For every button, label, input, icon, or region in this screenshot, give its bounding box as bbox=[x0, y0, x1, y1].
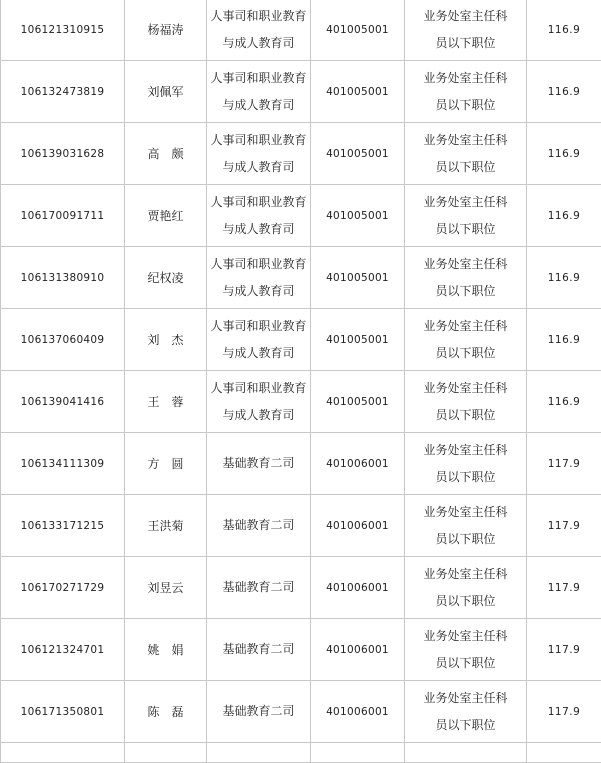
position-line: 业务处室主任科 bbox=[405, 127, 526, 154]
table-row bbox=[1, 309, 601, 371]
position-code-cell: 401005001 bbox=[311, 247, 405, 309]
department-line: 与成人教育司 bbox=[207, 216, 310, 243]
department-line: 基础教育二司 bbox=[207, 574, 310, 601]
position-line: 业务处室主任科 bbox=[405, 685, 526, 712]
position-line: 员以下职位 bbox=[405, 650, 526, 677]
empty-cell bbox=[207, 743, 311, 763]
candidate-name-cell: 纪权凌 bbox=[125, 247, 207, 309]
department-line: 人事司和职业教育 bbox=[207, 313, 310, 340]
position-line: 员以下职位 bbox=[405, 340, 526, 367]
candidate-id-cell: 106121310915 bbox=[1, 0, 125, 61]
department-line: 人事司和职业教育 bbox=[207, 3, 310, 30]
score-cell: 116.9 bbox=[527, 247, 601, 309]
position-code-cell: 401006001 bbox=[311, 681, 405, 743]
position-line: 员以下职位 bbox=[405, 92, 526, 119]
candidate-id-cell: 106137060409 bbox=[1, 309, 125, 371]
table-row bbox=[1, 185, 601, 247]
table-row bbox=[1, 557, 601, 619]
score-cell: 117.9 bbox=[527, 433, 601, 495]
position-line: 员以下职位 bbox=[405, 154, 526, 181]
department-line: 基础教育二司 bbox=[207, 636, 310, 663]
department-line: 与成人教育司 bbox=[207, 92, 310, 119]
position-line: 员以下职位 bbox=[405, 588, 526, 615]
position-name-cell bbox=[405, 557, 527, 619]
candidate-name-cell: 刘佩军 bbox=[125, 61, 207, 123]
empty-cell bbox=[527, 743, 601, 763]
position-line: 业务处室主任科 bbox=[405, 189, 526, 216]
position-line: 业务处室主任科 bbox=[405, 623, 526, 650]
position-line: 员以下职位 bbox=[405, 526, 526, 553]
department-line: 基础教育二司 bbox=[207, 450, 310, 477]
table-row bbox=[1, 0, 601, 61]
department-cell bbox=[207, 681, 311, 743]
candidate-name-cell: 刘昱云 bbox=[125, 557, 207, 619]
position-name-cell bbox=[405, 185, 527, 247]
candidate-id-cell: 106132473819 bbox=[1, 61, 125, 123]
department-line: 人事司和职业教育 bbox=[207, 127, 310, 154]
candidate-id-cell: 106121324701 bbox=[1, 619, 125, 681]
position-code-cell: 401006001 bbox=[311, 433, 405, 495]
candidate-id-cell: 106131380910 bbox=[1, 247, 125, 309]
department-cell bbox=[207, 185, 311, 247]
position-name-cell bbox=[405, 123, 527, 185]
position-line: 业务处室主任科 bbox=[405, 375, 526, 402]
position-line: 员以下职位 bbox=[405, 216, 526, 243]
empty-cell bbox=[125, 743, 207, 763]
table-row-partial bbox=[1, 743, 601, 763]
position-name-cell bbox=[405, 619, 527, 681]
position-line: 员以下职位 bbox=[405, 30, 526, 57]
candidate-id-cell: 106170091711 bbox=[1, 185, 125, 247]
position-line: 员以下职位 bbox=[405, 402, 526, 429]
department-line: 基础教育二司 bbox=[207, 512, 310, 539]
table-row bbox=[1, 61, 601, 123]
table-body bbox=[1, 0, 601, 763]
candidate-id-cell: 106139041416 bbox=[1, 371, 125, 433]
table-row bbox=[1, 681, 601, 743]
position-code-cell: 401006001 bbox=[311, 495, 405, 557]
candidate-id-cell: 106171350801 bbox=[1, 681, 125, 743]
position-code-cell: 401005001 bbox=[311, 309, 405, 371]
position-name-cell bbox=[405, 0, 527, 61]
position-name-cell bbox=[405, 433, 527, 495]
department-cell bbox=[207, 61, 311, 123]
position-line: 业务处室主任科 bbox=[405, 251, 526, 278]
candidate-name-cell: 姚 娟 bbox=[125, 619, 207, 681]
department-line: 人事司和职业教育 bbox=[207, 65, 310, 92]
candidate-name-cell: 王 蓉 bbox=[125, 371, 207, 433]
department-line: 与成人教育司 bbox=[207, 340, 310, 367]
position-line: 业务处室主任科 bbox=[405, 3, 526, 30]
department-line: 人事司和职业教育 bbox=[207, 375, 310, 402]
candidate-id-cell: 106170271729 bbox=[1, 557, 125, 619]
position-line: 员以下职位 bbox=[405, 278, 526, 305]
department-cell bbox=[207, 0, 311, 61]
score-cell: 117.9 bbox=[527, 557, 601, 619]
department-line: 与成人教育司 bbox=[207, 278, 310, 305]
department-cell bbox=[207, 371, 311, 433]
empty-cell bbox=[311, 743, 405, 763]
table-row bbox=[1, 433, 601, 495]
position-line: 员以下职位 bbox=[405, 712, 526, 739]
table-row bbox=[1, 619, 601, 681]
department-cell bbox=[207, 495, 311, 557]
candidate-name-cell: 贾艳红 bbox=[125, 185, 207, 247]
department-line: 与成人教育司 bbox=[207, 402, 310, 429]
position-code-cell: 401006001 bbox=[311, 619, 405, 681]
candidate-name-cell: 高 颇 bbox=[125, 123, 207, 185]
department-line: 与成人教育司 bbox=[207, 154, 310, 181]
candidate-id-cell: 106134111309 bbox=[1, 433, 125, 495]
score-cell: 116.9 bbox=[527, 309, 601, 371]
department-line: 人事司和职业教育 bbox=[207, 251, 310, 278]
position-line: 业务处室主任科 bbox=[405, 65, 526, 92]
position-name-cell bbox=[405, 247, 527, 309]
table-row bbox=[1, 247, 601, 309]
position-code-cell: 401005001 bbox=[311, 185, 405, 247]
candidate-name-cell: 陈 磊 bbox=[125, 681, 207, 743]
score-cell: 116.9 bbox=[527, 61, 601, 123]
candidate-name-cell: 杨福涛 bbox=[125, 0, 207, 61]
position-name-cell bbox=[405, 309, 527, 371]
table-row bbox=[1, 123, 601, 185]
department-line: 人事司和职业教育 bbox=[207, 189, 310, 216]
department-line: 基础教育二司 bbox=[207, 698, 310, 725]
score-cell: 117.9 bbox=[527, 681, 601, 743]
candidate-name-cell: 方 圆 bbox=[125, 433, 207, 495]
table-row bbox=[1, 495, 601, 557]
department-cell bbox=[207, 123, 311, 185]
candidate-name-cell: 王洪菊 bbox=[125, 495, 207, 557]
position-line: 业务处室主任科 bbox=[405, 499, 526, 526]
score-cell: 116.9 bbox=[527, 371, 601, 433]
score-cell: 117.9 bbox=[527, 619, 601, 681]
score-cell: 116.9 bbox=[527, 185, 601, 247]
table-row bbox=[1, 371, 601, 433]
department-cell bbox=[207, 619, 311, 681]
position-code-cell: 401005001 bbox=[311, 61, 405, 123]
position-line: 员以下职位 bbox=[405, 464, 526, 491]
position-name-cell bbox=[405, 371, 527, 433]
candidate-name-cell: 刘 杰 bbox=[125, 309, 207, 371]
candidate-id-cell: 106139031628 bbox=[1, 123, 125, 185]
position-code-cell: 401006001 bbox=[311, 557, 405, 619]
empty-cell bbox=[1, 743, 125, 763]
position-code-cell: 401005001 bbox=[311, 0, 405, 61]
empty-cell bbox=[405, 743, 527, 763]
department-cell bbox=[207, 247, 311, 309]
department-cell bbox=[207, 433, 311, 495]
department-line: 与成人教育司 bbox=[207, 30, 310, 57]
department-cell bbox=[207, 557, 311, 619]
position-line: 业务处室主任科 bbox=[405, 437, 526, 464]
position-name-cell bbox=[405, 681, 527, 743]
score-cell: 116.9 bbox=[527, 123, 601, 185]
position-line: 业务处室主任科 bbox=[405, 561, 526, 588]
position-name-cell bbox=[405, 495, 527, 557]
score-cell: 117.9 bbox=[527, 495, 601, 557]
position-code-cell: 401005001 bbox=[311, 371, 405, 433]
position-line: 业务处室主任科 bbox=[405, 313, 526, 340]
department-cell bbox=[207, 309, 311, 371]
position-code-cell: 401005001 bbox=[311, 123, 405, 185]
candidate-id-cell: 106133171215 bbox=[1, 495, 125, 557]
score-cell: 116.9 bbox=[527, 0, 601, 61]
position-name-cell bbox=[405, 61, 527, 123]
